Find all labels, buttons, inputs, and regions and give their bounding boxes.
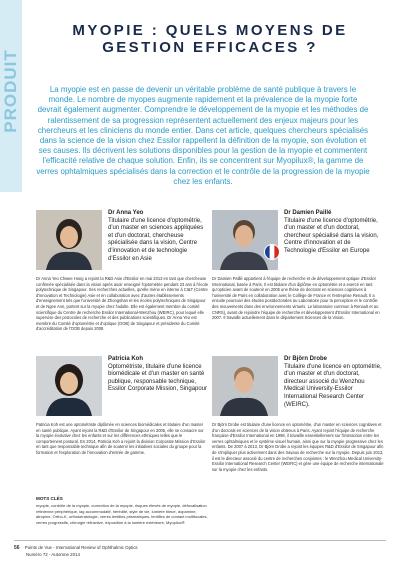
author-bio: Dr Björn Drobe est titulaire d'une licence en optométrie, d'un master en sciences cognitives et d'un doctorat en sciences de la vision obtenus à Paris. Ayant rejoint l'équipe de recherche française d'Essilor International en 1998, il travaille essentiellement sur l'interaction entre les verres ophtalmiques et le système visuel humain, ainsi que sur la myopie progressive chez les enfants. De 2007 à 2013, Dr Björn Drobe a rejoint les équipes R&D d'Essilor de Singapour afin de s'impliquer plus activement dans des travaux de recherche sur la myopie. Depuis juin 2013, il est le directeur associé du centre de recherches conjointes : le Wenzhou Medical University-Essilor International Research Center (WEIRC) et gère une équipe de recherche internationale sur la myopie chez les enfants. xyxy=(212,422,384,472)
author-name: Dr Anna Yeo xyxy=(108,210,144,216)
author-name: Patricia Koh xyxy=(108,356,144,362)
author-name: Dr Björn Drobe xyxy=(284,356,328,362)
france-flag-icon xyxy=(264,244,280,260)
keywords-box xyxy=(36,496,208,525)
author-bio: Patricia Koh est une optométriste diplômée en sciences biomédicales et titulaire d'un master en santé publique. Ayant rejoint la R&D d'Essilor de Singapour en 2005, elle se consacre sur la myopie évolutive chez les enfants et sur les différences ethniques telles que le comportement postural. En 2014, Patricia Koh a rejoint la division Corporate Mission d'Essilor en tant que responsable technique afin de soutenir les initiatives sociales du groupe pour la formation et l'exploration de l'innovation d'entrée de gamme. xyxy=(36,422,206,455)
author-photo xyxy=(36,210,102,270)
author-photo xyxy=(212,210,278,270)
author-photo xyxy=(36,356,102,416)
author-role: Titulaire d'une licence d'optométrie, d'un master et d'un doctorat, chercheur spécialisé dans la vision, Centre d'innovation et de Technologie d'Essilor en Europe xyxy=(284,217,379,254)
author-card xyxy=(212,210,384,360)
keywords-text: myopie, contrôle de la myopie, correction de la myopie, risques élevés de myopie, défocalisation rétinienne périphérique, lag accommodatif, hérédité, style de vie, lumière bleue, dopamine, atropine, Ortho-K, orthokératologie, verres lentilles prismatiques, lentilles de contact multifocales, verres progressifs, chirurgie réfractive, exposition à la lumière extérieure, Myopilux® xyxy=(36,503,208,525)
issue-info: Numéro 72 - Automne 2014 xyxy=(26,551,80,557)
author-photo xyxy=(212,356,278,416)
article-title: MYOPIE : QUELS MOYENS DE GESTION EFFICACES ? xyxy=(72,22,348,56)
author-role: Optométriste, titulaire d'une licence biomédicale et d'un master en santé publique, responsable technique, Essilor Corporate Mission, Singapour xyxy=(108,363,208,393)
author-card xyxy=(212,356,384,506)
article-intro: La myopie est en passe de devenir un véritable problème de santé publique à travers le monde. Le nombre de myopes augmente rapidement et la prévalence de la myopie forte devrait également augmenter. Comprendre le développement de la myopie et les méthodes de ralentissement de sa progression représentent actuellement des enjeux majeurs pour les chercheurs et les cliniciens du monde entier. Dans cet article, quelques chercheurs spécialisés dans la science de la vision chez Essilor rappellent la définition de la myopie, son évolution et ses causes. Ils décrivent les solutions disponibles pour la gestion de la myopie et commentent l'efficacité relative de chaque solution. Enfin, ils se concentrent sur Myopilux®, la gamme de verres ophtalmiques spécialisés dans la correction et le contrôle de la progression de la myopie chez les enfants. xyxy=(36,85,370,186)
page-footer xyxy=(14,545,138,557)
journal-name: Points de Vue - International Review of Ophthalmic Optics xyxy=(24,545,138,550)
author-bio: Dr Anna Yeo Chwee Hong a rejoint la R&D Asie d'Essilor en mai 2013 en tant que chercheuse confirmée spécialisée dans la vision après avoir enseigné l'optométrie pendant 23 ans à l'école polytechnique de Singapour. Ses recherches actuelles, qu'elle mène en interne à CI&T (Centre d'innovation et Technologie) Asie et en collaboration avec d'autres établissements d'enseignement tels que l'université de Zhongshan et les écoles polytechniques de Singapour et de Ngee Ann, portent sur la myopie chez l'adulte. Elle est également membre du comité scientifique du Centre de recherche Essilor International-Wenzhou (WEIRC), pour lequel elle supervise des protocoles de recherche et des publications scientifiques. Dr Anna Yeo est membre du Comité d'optométrie et d'optique (OOB) de Singapour et présidente du Comité d'accréditation de l'OOB depuis 2008. xyxy=(36,276,209,332)
page-number: 56 xyxy=(14,545,20,551)
author-role: Titulaire d'une licence en optométrie, d'un master et d'un doctorat, directeur associé du Wenzhou Medical University-Essilor International Research Center (WEIRC). xyxy=(284,363,382,408)
author-name: Dr Damien Paillé xyxy=(284,210,332,216)
keywords-title: MOTS CLÉS xyxy=(36,496,63,501)
section-label: PRODUIT xyxy=(1,49,20,133)
author-bio: Dr Damien Paillé appartient à l'équipe de recherche et de développement optique d'Essilor International, basée à Paris. Il est titulaire d'un diplôme en optométrie et a exercé en tant qu'opticien avant de soutenir en 2005 une thèse de doctorat en sciences cognitives à l'université de Paris en collaboration avec le Collège de France et l'entreprise Renault. Il a ensuite poursuivi des études postdoctorales au Laboratoire pour la perception et le contrôle des mouvements dans des environnements virtuels. Le laboratoire commun à Renault et au CNRS), avant de rejoindre l'équipe de recherche et développement d'Essilor International en 2007. Il travaille actuellement dans le département Sciences de la Vision. xyxy=(212,276,380,321)
author-role: Titulaire d'une licence d'optométrie, d'un master en sciences appliquées et d'un doctorat, chercheuse spécialisée dans la vision, Centre d'innovation et de technologie d'Essilor en Asie xyxy=(108,217,204,262)
author-card xyxy=(36,356,208,506)
footer-divider xyxy=(14,540,386,541)
author-card xyxy=(36,210,208,360)
